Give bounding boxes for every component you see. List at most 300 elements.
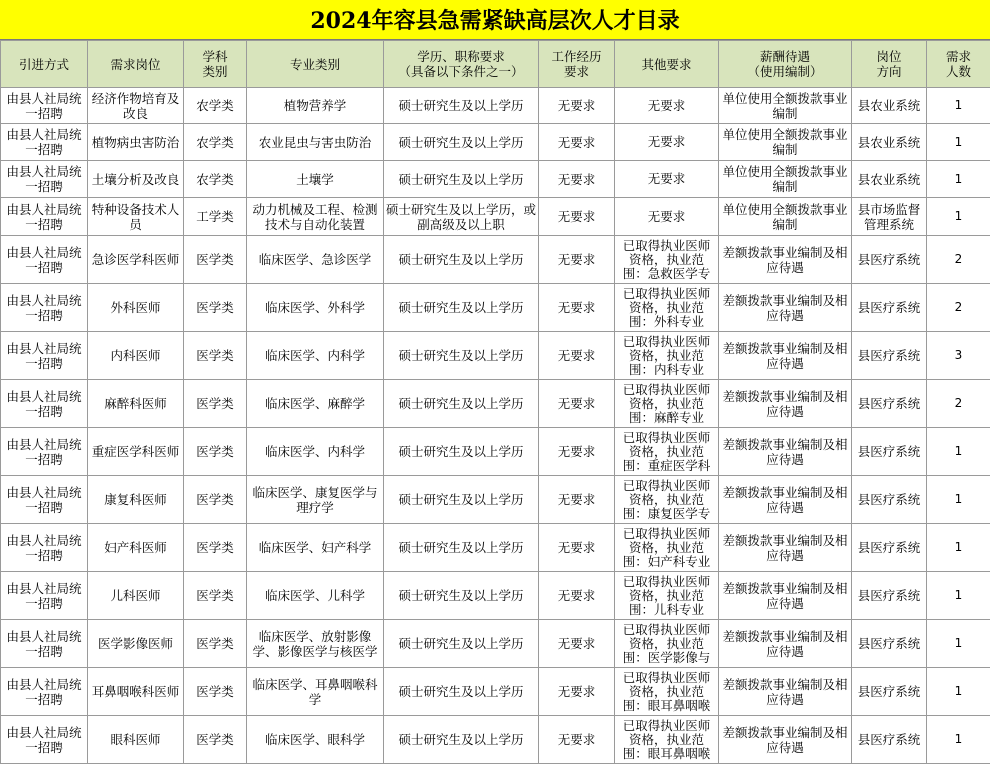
cell-position[interactable] [88,161,184,198]
cell-other[interactable] [615,380,719,428]
cell-direction-text: 县医疗系统 [857,348,921,363]
cell-method[interactable] [1,380,88,428]
cell-major-text: 临床医学、妇产科学 [258,540,372,555]
cell-discipline-text: 医学类 [196,732,234,747]
cell-discipline-text: 医学类 [196,684,234,699]
cell-salary[interactable] [719,668,852,716]
cell-position[interactable] [88,572,184,620]
cell-method-text: 由县人社局统一招聘 [6,244,82,275]
cell-major-text: 临床医学、急诊医学 [258,252,372,267]
cell-education-text: 硕士研究生及以上学历 [398,396,524,411]
cell-count[interactable] [927,620,990,668]
cell-direction[interactable] [852,524,927,572]
cell-education[interactable] [384,524,539,572]
cell-direction[interactable] [852,620,927,668]
cell-direction-text: 县医疗系统 [857,252,921,267]
cell-discipline[interactable] [184,332,247,380]
cell-education[interactable] [384,572,539,620]
cell-major[interactable] [247,572,384,620]
cell-direction-text: 县医疗系统 [857,588,921,603]
cell-position[interactable] [88,668,184,716]
cell-method[interactable] [1,161,88,198]
cell-count[interactable] [927,198,990,236]
cell-count[interactable] [927,716,990,764]
cell-direction[interactable] [852,236,927,284]
cell-major[interactable] [247,161,384,198]
cell-experience[interactable] [539,332,615,380]
cell-method[interactable] [1,620,88,668]
cell-education[interactable] [384,380,539,428]
cell-position-text: 经济作物培育及改良 [91,90,180,121]
cell-count-text: 2 [954,396,963,410]
cell-discipline[interactable] [184,668,247,716]
cell-experience[interactable] [539,572,615,620]
cell-experience-text: 无要求 [557,396,596,411]
cell-experience[interactable] [539,668,615,716]
cell-education-text: 硕士研究生及以上学历 [398,348,524,363]
cell-other[interactable] [615,620,719,668]
cell-salary-text: 差额拨款事业编制及相应待遇 [722,292,848,323]
cell-direction[interactable] [852,716,927,764]
cell-discipline[interactable] [184,620,247,668]
cell-count[interactable] [927,88,990,124]
cell-other-text: 已取得执业医师资格，执业范围：儿科专业 [622,574,711,617]
cell-education-text: 硕士研究生及以上学历 [398,252,524,267]
cell-education-text: 硕士研究生及以上学历 [398,636,524,651]
cell-position-text: 特种设备技术人员 [91,201,180,232]
cell-direction-text: 县农业系统 [857,98,921,113]
cell-education[interactable] [384,124,539,161]
cell-other-text: 无要求 [647,135,686,149]
cell-position-text: 外科医师 [110,300,161,315]
table-row [1,88,990,124]
cell-count-text: 1 [954,588,963,602]
cell-education[interactable] [384,428,539,476]
cell-direction[interactable] [852,668,927,716]
cell-method[interactable] [1,332,88,380]
cell-method[interactable] [1,524,88,572]
cell-method-text: 由县人社局统一招聘 [6,436,82,467]
cell-position-text: 内科医师 [110,348,161,363]
cell-position[interactable] [88,198,184,236]
cell-discipline[interactable] [184,524,247,572]
cell-experience[interactable] [539,716,615,764]
cell-position[interactable] [88,716,184,764]
cell-experience-text: 无要求 [557,492,596,507]
table-row [1,236,990,284]
cell-major-text: 临床医学、内科学 [264,348,365,363]
cell-experience-text: 无要求 [557,98,596,113]
cell-other[interactable] [615,524,719,572]
cell-education-text: 硕士研究生及以上学历 [398,588,524,603]
cell-count[interactable] [927,428,990,476]
cell-education[interactable] [384,668,539,716]
cell-count-text: 1 [954,684,963,698]
cell-method[interactable] [1,198,88,236]
cell-other-text: 已取得执业医师资格，执业范围：急救医学专 [622,238,711,281]
cell-experience[interactable] [539,524,615,572]
cell-experience[interactable] [539,284,615,332]
cell-method[interactable] [1,284,88,332]
cell-education[interactable] [384,161,539,198]
cell-other-text: 无要求 [647,209,686,224]
cell-direction-text: 县医疗系统 [857,492,921,507]
cell-major[interactable] [247,620,384,668]
cell-salary[interactable] [719,524,852,572]
cell-experience[interactable] [539,428,615,476]
talent-catalog-table [0,40,990,764]
cell-count-text: 1 [954,444,963,458]
cell-major[interactable] [247,124,384,161]
cell-method-text: 由县人社局统一招聘 [6,388,82,419]
cell-other-text: 无要求 [647,172,686,186]
cell-discipline[interactable] [184,572,247,620]
cell-count[interactable] [927,284,990,332]
cell-other[interactable] [615,124,719,161]
cell-discipline[interactable] [184,476,247,524]
cell-discipline[interactable] [184,161,247,198]
cell-count-text: 1 [954,492,963,506]
table-row [1,716,990,764]
cell-direction[interactable] [852,428,927,476]
cell-discipline-text: 医学类 [196,636,234,651]
cell-count-text: 3 [954,348,963,362]
cell-salary[interactable] [719,620,852,668]
cell-experience-text: 无要求 [557,636,596,651]
cell-direction[interactable] [852,572,927,620]
cell-method[interactable] [1,572,88,620]
cell-method-text: 由县人社局统一招聘 [6,90,82,121]
table-row [1,380,990,428]
col-header-discipline[interactable]: 学科 类别 [184,41,247,88]
cell-direction[interactable] [852,161,927,198]
cell-direction-text: 县医疗系统 [857,300,921,315]
col-header-education[interactable]: 学历、职称要求 （具备以下条件之一） [384,41,539,88]
cell-discipline[interactable] [184,716,247,764]
cell-experience[interactable] [539,380,615,428]
cell-other[interactable] [615,161,719,198]
cell-experience-text: 无要求 [557,171,596,187]
cell-position-text: 麻醉科医师 [104,396,167,411]
cell-discipline-text: 医学类 [196,300,234,315]
cell-experience-text: 无要求 [557,444,596,459]
cell-count[interactable] [927,380,990,428]
cell-method[interactable] [1,428,88,476]
cell-major[interactable] [247,716,384,764]
cell-method-text: 由县人社局统一招聘 [6,201,82,232]
cell-salary-text: 差额拨款事业编制及相应待遇 [722,676,848,707]
cell-count[interactable] [927,124,990,161]
cell-discipline[interactable] [184,88,247,124]
cell-major-text: 临床医学、外科学 [264,300,365,315]
cell-count[interactable] [927,524,990,572]
cell-count-text: 1 [954,98,963,112]
cell-discipline[interactable] [184,124,247,161]
cell-experience[interactable] [539,198,615,236]
cell-other[interactable] [615,236,719,284]
cell-salary[interactable] [719,88,852,124]
col-header-position[interactable]: 需求岗位 [88,41,184,88]
cell-major[interactable] [247,332,384,380]
cell-discipline-text: 医学类 [196,444,234,459]
cell-method[interactable] [1,236,88,284]
cell-experience-text: 无要求 [557,684,596,699]
cell-experience[interactable] [539,124,615,161]
cell-experience-text: 无要求 [557,348,596,363]
table-row [1,620,990,668]
cell-other[interactable] [615,572,719,620]
col-header-major[interactable]: 专业类别 [247,41,384,88]
cell-method[interactable] [1,88,88,124]
cell-major[interactable] [247,668,384,716]
cell-education[interactable] [384,716,539,764]
cell-salary-text: 差额拨款事业编制及相应待遇 [722,436,848,467]
cell-salary-text: 差额拨款事业编制及相应待遇 [722,244,848,275]
cell-education-text: 硕士研究生及以上学历 [398,492,524,507]
cell-other[interactable] [615,284,719,332]
cell-salary-text: 差额拨款事业编制及相应待遇 [722,340,848,371]
cell-position[interactable] [88,476,184,524]
cell-salary[interactable] [719,716,852,764]
cell-position[interactable] [88,88,184,124]
cell-method[interactable] [1,668,88,716]
cell-count[interactable] [927,332,990,380]
cell-experience-text: 无要求 [557,134,596,150]
col-header-other[interactable]: 其他要求 [615,41,719,88]
cell-education-text: 硕士研究生及以上学历，或副高级及以上职 [386,201,536,232]
cell-position[interactable] [88,236,184,284]
cell-method[interactable] [1,476,88,524]
cell-discipline-text: 医学类 [196,396,234,411]
cell-experience[interactable] [539,620,615,668]
cell-count[interactable] [927,476,990,524]
cell-salary-text: 单位使用全额拨款事业编制 [722,164,848,194]
cell-discipline-text: 工学类 [196,209,234,224]
cell-major[interactable] [247,198,384,236]
cell-position-text: 眼科医师 [110,732,161,747]
cell-salary[interactable] [719,476,852,524]
cell-position-text: 儿科医师 [110,588,161,603]
cell-major[interactable] [247,524,384,572]
cell-position[interactable] [88,124,184,161]
col-header-method[interactable]: 引进方式 [1,41,88,88]
cell-discipline[interactable] [184,284,247,332]
cell-method-text: 由县人社局统一招聘 [6,532,82,563]
cell-salary-text: 差额拨款事业编制及相应待遇 [722,628,848,659]
cell-position[interactable] [88,332,184,380]
cell-direction[interactable] [852,332,927,380]
table-row [1,572,990,620]
cell-other-text: 已取得执业医师资格，执业范围：重症医学科 [622,430,711,473]
cell-direction[interactable] [852,88,927,124]
cell-method[interactable] [1,716,88,764]
cell-count-text: 2 [954,252,963,266]
cell-direction-text: 县医疗系统 [857,444,921,459]
cell-salary[interactable] [719,284,852,332]
cell-other[interactable] [615,428,719,476]
cell-other[interactable] [615,332,719,380]
cell-salary[interactable] [719,572,852,620]
cell-count-text: 1 [954,540,963,554]
cell-count[interactable] [927,572,990,620]
cell-major-text: 临床医学、康复医学与理疗学 [252,484,378,515]
cell-salary[interactable] [719,124,852,161]
cell-education[interactable] [384,476,539,524]
cell-direction-text: 县医疗系统 [857,636,921,651]
cell-count[interactable] [927,668,990,716]
table-row [1,668,990,716]
cell-major[interactable] [247,284,384,332]
table-row [1,332,990,380]
cell-major-text: 土壤学 [296,171,334,187]
cell-position-text: 重症医学科医师 [91,444,180,459]
cell-other[interactable] [615,716,719,764]
cell-position[interactable] [88,524,184,572]
cell-experience[interactable] [539,88,615,124]
cell-salary-text: 差额拨款事业编制及相应待遇 [722,580,848,611]
cell-other-text: 已取得执业医师资格，执业范围：眼耳鼻咽喉 [622,670,711,713]
page-title[interactable]: 2024年容县急需紧缺高层次人才目录 [0,0,990,40]
cell-experience[interactable] [539,161,615,198]
cell-position-text: 医学影像医师 [97,636,173,651]
cell-method-text: 由县人社局统一招聘 [6,484,82,515]
cell-direction-text: 县医疗系统 [857,684,921,699]
cell-education[interactable] [384,88,539,124]
cell-other-text: 已取得执业医师资格，执业范围：外科专业 [622,286,711,329]
cell-education[interactable] [384,236,539,284]
cell-discipline-text: 农学类 [196,98,234,113]
cell-position[interactable] [88,380,184,428]
cell-count[interactable] [927,161,990,198]
cell-other-text: 已取得执业医师资格，执业范围：康复医学专 [622,478,711,521]
cell-direction-text: 县农业系统 [857,171,921,187]
cell-direction[interactable] [852,198,927,236]
cell-direction-text: 县市场监督管理系统 [857,201,921,232]
cell-major[interactable] [247,88,384,124]
cell-other-text: 已取得执业医师资格，执业范围：妇产科专业 [622,526,711,569]
cell-direction[interactable] [852,124,927,161]
cell-major-text: 临床医学、麻醉学 [264,396,365,411]
cell-count-text: 2 [954,300,963,314]
cell-experience-text: 无要求 [557,209,596,224]
cell-experience[interactable] [539,236,615,284]
cell-experience-text: 无要求 [557,252,596,267]
col-header-experience[interactable]: 工作经历 要求 [539,41,615,88]
cell-method-text: 由县人社局统一招聘 [6,724,82,755]
cell-discipline[interactable] [184,428,247,476]
header-row [1,41,990,88]
cell-major-text: 动力机械及工程、检测技术与自动化装置 [252,201,378,232]
table-row [1,284,990,332]
cell-method-text: 由县人社局统一招聘 [6,340,82,371]
cell-education[interactable] [384,332,539,380]
cell-position-text: 耳鼻咽喉科医师 [91,684,180,699]
cell-major-text: 临床医学、儿科学 [264,588,365,603]
col-header-count[interactable]: 需求 人数 [927,41,990,88]
cell-position[interactable] [88,284,184,332]
cell-education[interactable] [384,284,539,332]
cell-other[interactable] [615,668,719,716]
cell-discipline[interactable] [184,380,247,428]
cell-position-text: 植物病虫害防治 [91,134,180,150]
cell-other-text: 已取得执业医师资格，执业范围：医学影像与 [622,622,711,665]
table-row [1,476,990,524]
cell-education-text: 硕士研究生及以上学历 [398,684,524,699]
cell-direction[interactable] [852,284,927,332]
cell-salary[interactable] [719,161,852,198]
cell-salary[interactable] [719,236,852,284]
cell-direction-text: 县医疗系统 [857,396,921,411]
cell-discipline[interactable] [184,198,247,236]
cell-method[interactable] [1,124,88,161]
cell-salary-text: 单位使用全额拨款事业编制 [722,127,848,157]
cell-experience-text: 无要求 [557,540,596,555]
cell-salary[interactable] [719,332,852,380]
cell-count-text: 1 [954,636,963,650]
cell-salary-text: 差额拨款事业编制及相应待遇 [722,484,848,515]
cell-major-text: 临床医学、耳鼻咽喉科学 [252,676,378,707]
col-header-direction[interactable]: 岗位 方向 [852,41,927,88]
cell-experience[interactable] [539,476,615,524]
cell-method-text: 由县人社局统一招聘 [6,580,82,611]
table-row [1,124,990,161]
cell-salary[interactable] [719,380,852,428]
cell-discipline-text: 医学类 [196,252,234,267]
cell-major-text: 临床医学、眼科学 [264,732,365,747]
cell-education-text: 硕士研究生及以上学历 [398,444,524,459]
cell-discipline-text: 农学类 [196,171,234,187]
cell-major[interactable] [247,476,384,524]
cell-other-text: 已取得执业医师资格，执业范围：内科专业 [622,334,711,377]
cell-position-text: 急诊医学科医师 [91,252,180,267]
cell-education-text: 硕士研究生及以上学历 [398,540,524,555]
cell-method-text: 由县人社局统一招聘 [6,292,82,323]
cell-direction[interactable] [852,476,927,524]
cell-major[interactable] [247,428,384,476]
cell-position[interactable] [88,428,184,476]
cell-other[interactable] [615,198,719,236]
cell-method-text: 由县人社局统一招聘 [6,127,82,157]
cell-salary-text: 单位使用全额拨款事业编制 [722,90,848,121]
cell-salary-text: 差额拨款事业编制及相应待遇 [722,532,848,563]
cell-salary[interactable] [719,198,852,236]
table-row [1,161,990,198]
cell-experience-text: 无要求 [557,300,596,315]
cell-count[interactable] [927,236,990,284]
cell-salary[interactable] [719,428,852,476]
cell-major[interactable] [247,380,384,428]
cell-position[interactable] [88,620,184,668]
cell-discipline[interactable] [184,236,247,284]
cell-discipline-text: 医学类 [196,492,234,507]
cell-other[interactable] [615,88,719,124]
cell-major-text: 临床医学、放射影像学、影像医学与核医学 [252,628,378,659]
cell-position-text: 康复科医师 [104,492,167,507]
cell-discipline-text: 医学类 [196,348,234,363]
col-header-salary[interactable]: 薪酬待遇 （使用编制） [719,41,852,88]
cell-method-text: 由县人社局统一招聘 [6,164,82,194]
cell-major-text: 植物营养学 [283,98,347,113]
cell-education[interactable] [384,198,539,236]
cell-direction[interactable] [852,380,927,428]
cell-count-text: 1 [954,134,963,149]
cell-other[interactable] [615,476,719,524]
cell-other-text: 已取得执业医师资格，执业范围：麻醉专业 [622,382,711,425]
cell-other-text: 无要求 [647,98,686,113]
cell-education[interactable] [384,620,539,668]
cell-major[interactable] [247,236,384,284]
cell-education-text: 硕士研究生及以上学历 [398,134,524,150]
